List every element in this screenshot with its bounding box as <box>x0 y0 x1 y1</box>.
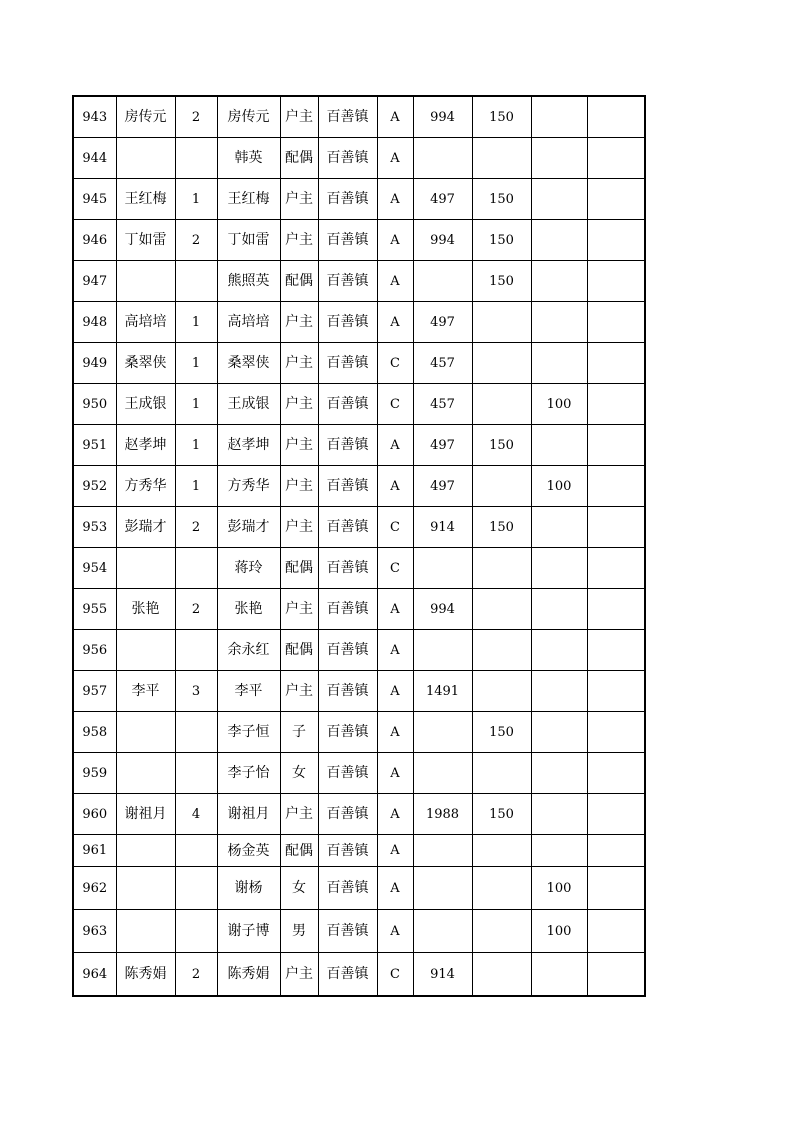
cell-member-name: 高培培 <box>217 302 280 343</box>
household-table <box>72 95 646 997</box>
cell-amount: 457 <box>413 384 472 425</box>
cell-town: 百善镇 <box>318 867 377 910</box>
cell-member-name: 丁如雷 <box>217 220 280 261</box>
cell-relation: 配偶 <box>280 261 318 302</box>
cell-subsidy-a: 150 <box>472 261 531 302</box>
cell-household-size: 3 <box>175 671 217 712</box>
cell-household-head: 张艳 <box>116 589 175 630</box>
cell-amount: 497 <box>413 466 472 507</box>
cell-member-name: 方秀华 <box>217 466 280 507</box>
cell-household-size: 1 <box>175 384 217 425</box>
cell-relation: 配偶 <box>280 630 318 671</box>
cell-blank <box>587 671 645 712</box>
cell-subsidy-a <box>472 953 531 997</box>
cell-household-head: 谢祖月 <box>116 794 175 835</box>
table-row <box>73 835 645 867</box>
cell-subsidy-b <box>531 548 587 589</box>
cell-household-size <box>175 753 217 794</box>
cell-grade: A <box>377 425 413 466</box>
cell-grade: A <box>377 138 413 179</box>
cell-member-name: 彭瑞才 <box>217 507 280 548</box>
cell-subsidy-b <box>531 507 587 548</box>
cell-subsidy-a <box>472 630 531 671</box>
cell-household-size: 2 <box>175 953 217 997</box>
cell-serial-no: 964 <box>73 953 116 997</box>
cell-subsidy-b: 100 <box>531 910 587 953</box>
cell-member-name: 李平 <box>217 671 280 712</box>
table-row <box>73 179 645 220</box>
cell-serial-no: 949 <box>73 343 116 384</box>
cell-household-size <box>175 712 217 753</box>
cell-town: 百善镇 <box>318 507 377 548</box>
table-row <box>73 507 645 548</box>
cell-subsidy-a <box>472 343 531 384</box>
cell-town: 百善镇 <box>318 794 377 835</box>
cell-household-size: 1 <box>175 179 217 220</box>
cell-amount <box>413 835 472 867</box>
cell-household-head: 赵孝坤 <box>116 425 175 466</box>
cell-subsidy-a <box>472 548 531 589</box>
cell-member-name: 杨金英 <box>217 835 280 867</box>
cell-household-size <box>175 867 217 910</box>
cell-grade: C <box>377 548 413 589</box>
cell-household-head: 方秀华 <box>116 466 175 507</box>
cell-relation: 配偶 <box>280 835 318 867</box>
cell-household-head <box>116 753 175 794</box>
cell-grade: A <box>377 466 413 507</box>
cell-grade: A <box>377 753 413 794</box>
table-row <box>73 96 645 138</box>
cell-member-name: 熊照英 <box>217 261 280 302</box>
cell-household-size <box>175 910 217 953</box>
table-row <box>73 753 645 794</box>
cell-member-name: 韩英 <box>217 138 280 179</box>
cell-household-head <box>116 867 175 910</box>
cell-member-name: 谢子博 <box>217 910 280 953</box>
cell-relation: 户主 <box>280 220 318 261</box>
cell-town: 百善镇 <box>318 835 377 867</box>
cell-household-head: 房传元 <box>116 96 175 138</box>
cell-grade: C <box>377 507 413 548</box>
cell-relation: 户主 <box>280 794 318 835</box>
cell-town: 百善镇 <box>318 384 377 425</box>
cell-serial-no: 952 <box>73 466 116 507</box>
cell-town: 百善镇 <box>318 138 377 179</box>
cell-grade: A <box>377 96 413 138</box>
cell-subsidy-a: 150 <box>472 794 531 835</box>
cell-member-name: 桑翠侠 <box>217 343 280 384</box>
cell-amount <box>413 138 472 179</box>
cell-amount <box>413 867 472 910</box>
cell-subsidy-b <box>531 953 587 997</box>
table-row <box>73 548 645 589</box>
cell-blank <box>587 220 645 261</box>
cell-grade: A <box>377 302 413 343</box>
table-row <box>73 343 645 384</box>
cell-household-head: 高培培 <box>116 302 175 343</box>
cell-serial-no: 946 <box>73 220 116 261</box>
cell-town: 百善镇 <box>318 220 377 261</box>
cell-grade: A <box>377 712 413 753</box>
cell-blank <box>587 302 645 343</box>
cell-serial-no: 950 <box>73 384 116 425</box>
cell-household-size: 4 <box>175 794 217 835</box>
cell-relation: 户主 <box>280 96 318 138</box>
cell-serial-no: 948 <box>73 302 116 343</box>
cell-relation: 户主 <box>280 384 318 425</box>
cell-relation: 户主 <box>280 589 318 630</box>
cell-amount <box>413 548 472 589</box>
cell-serial-no: 943 <box>73 96 116 138</box>
cell-relation: 户主 <box>280 507 318 548</box>
cell-household-size: 2 <box>175 96 217 138</box>
table-body <box>73 96 645 996</box>
cell-subsidy-b: 100 <box>531 867 587 910</box>
cell-subsidy-b <box>531 753 587 794</box>
cell-subsidy-b <box>531 835 587 867</box>
cell-blank <box>587 425 645 466</box>
cell-grade: A <box>377 589 413 630</box>
cell-household-head: 桑翠侠 <box>116 343 175 384</box>
cell-household-head: 彭瑞才 <box>116 507 175 548</box>
cell-town: 百善镇 <box>318 953 377 997</box>
table-row <box>73 425 645 466</box>
cell-member-name: 余永红 <box>217 630 280 671</box>
cell-town: 百善镇 <box>318 630 377 671</box>
table-row <box>73 384 645 425</box>
cell-grade: C <box>377 343 413 384</box>
cell-blank <box>587 138 645 179</box>
table-row <box>73 910 645 953</box>
cell-blank <box>587 712 645 753</box>
cell-member-name: 赵孝坤 <box>217 425 280 466</box>
cell-household-head: 丁如雷 <box>116 220 175 261</box>
cell-subsidy-a <box>472 753 531 794</box>
cell-household-head <box>116 910 175 953</box>
cell-grade: C <box>377 384 413 425</box>
cell-grade: A <box>377 630 413 671</box>
cell-household-size: 2 <box>175 507 217 548</box>
cell-relation: 女 <box>280 753 318 794</box>
cell-household-size: 2 <box>175 589 217 630</box>
cell-household-size <box>175 548 217 589</box>
cell-subsidy-b <box>531 261 587 302</box>
cell-serial-no: 960 <box>73 794 116 835</box>
cell-member-name: 王红梅 <box>217 179 280 220</box>
table-row <box>73 712 645 753</box>
cell-amount: 994 <box>413 589 472 630</box>
cell-amount: 994 <box>413 96 472 138</box>
cell-serial-no: 957 <box>73 671 116 712</box>
cell-relation: 户主 <box>280 953 318 997</box>
cell-subsidy-a: 150 <box>472 425 531 466</box>
table-row <box>73 466 645 507</box>
cell-serial-no: 961 <box>73 835 116 867</box>
cell-subsidy-a <box>472 302 531 343</box>
table-row <box>73 138 645 179</box>
cell-amount: 497 <box>413 425 472 466</box>
cell-member-name: 谢杨 <box>217 867 280 910</box>
cell-serial-no: 958 <box>73 712 116 753</box>
cell-town: 百善镇 <box>318 671 377 712</box>
cell-serial-no: 944 <box>73 138 116 179</box>
cell-town: 百善镇 <box>318 910 377 953</box>
cell-serial-no: 953 <box>73 507 116 548</box>
cell-serial-no: 954 <box>73 548 116 589</box>
cell-amount: 914 <box>413 507 472 548</box>
cell-amount: 1491 <box>413 671 472 712</box>
cell-relation: 户主 <box>280 466 318 507</box>
cell-member-name: 陈秀娟 <box>217 953 280 997</box>
cell-town: 百善镇 <box>318 589 377 630</box>
cell-serial-no: 955 <box>73 589 116 630</box>
cell-subsidy-a: 150 <box>472 96 531 138</box>
cell-serial-no: 956 <box>73 630 116 671</box>
cell-serial-no: 945 <box>73 179 116 220</box>
cell-amount <box>413 630 472 671</box>
cell-serial-no: 963 <box>73 910 116 953</box>
cell-blank <box>587 96 645 138</box>
table-row <box>73 953 645 997</box>
cell-blank <box>587 384 645 425</box>
cell-household-size <box>175 138 217 179</box>
cell-blank <box>587 589 645 630</box>
cell-relation: 户主 <box>280 302 318 343</box>
cell-relation: 户主 <box>280 671 318 712</box>
cell-amount: 457 <box>413 343 472 384</box>
data-sheet <box>72 95 646 997</box>
cell-subsidy-a <box>472 910 531 953</box>
table-row <box>73 302 645 343</box>
cell-household-size: 1 <box>175 425 217 466</box>
cell-household-size <box>175 261 217 302</box>
cell-town: 百善镇 <box>318 712 377 753</box>
cell-subsidy-b <box>531 96 587 138</box>
cell-household-head <box>116 261 175 302</box>
cell-member-name: 王成银 <box>217 384 280 425</box>
cell-household-head <box>116 138 175 179</box>
cell-subsidy-b <box>531 220 587 261</box>
cell-subsidy-b <box>531 425 587 466</box>
cell-subsidy-b <box>531 179 587 220</box>
cell-subsidy-a <box>472 384 531 425</box>
cell-relation: 配偶 <box>280 548 318 589</box>
cell-household-size: 1 <box>175 302 217 343</box>
cell-blank <box>587 835 645 867</box>
table-row <box>73 261 645 302</box>
cell-blank <box>587 867 645 910</box>
cell-grade: A <box>377 220 413 261</box>
cell-amount: 497 <box>413 179 472 220</box>
cell-subsidy-b <box>531 712 587 753</box>
cell-grade: A <box>377 835 413 867</box>
cell-relation: 户主 <box>280 343 318 384</box>
cell-subsidy-b <box>531 302 587 343</box>
cell-subsidy-a <box>472 138 531 179</box>
cell-blank <box>587 261 645 302</box>
cell-amount <box>413 753 472 794</box>
cell-relation: 配偶 <box>280 138 318 179</box>
cell-subsidy-b <box>531 671 587 712</box>
cell-blank <box>587 910 645 953</box>
cell-subsidy-b <box>531 630 587 671</box>
cell-subsidy-a: 150 <box>472 179 531 220</box>
cell-amount <box>413 261 472 302</box>
cell-subsidy-a <box>472 671 531 712</box>
cell-relation: 男 <box>280 910 318 953</box>
cell-household-head <box>116 548 175 589</box>
cell-subsidy-a: 150 <box>472 220 531 261</box>
cell-grade: A <box>377 910 413 953</box>
cell-household-size: 2 <box>175 220 217 261</box>
cell-subsidy-b: 100 <box>531 384 587 425</box>
cell-relation: 户主 <box>280 179 318 220</box>
table-row <box>73 630 645 671</box>
cell-amount: 994 <box>413 220 472 261</box>
cell-blank <box>587 507 645 548</box>
cell-household-head: 李平 <box>116 671 175 712</box>
cell-subsidy-b: 100 <box>531 466 587 507</box>
cell-blank <box>587 179 645 220</box>
cell-serial-no: 962 <box>73 867 116 910</box>
table-row <box>73 794 645 835</box>
cell-household-size: 1 <box>175 343 217 384</box>
cell-member-name: 谢祖月 <box>217 794 280 835</box>
cell-member-name: 张艳 <box>217 589 280 630</box>
cell-town: 百善镇 <box>318 179 377 220</box>
cell-town: 百善镇 <box>318 753 377 794</box>
cell-household-head <box>116 712 175 753</box>
cell-subsidy-b <box>531 138 587 179</box>
cell-amount <box>413 712 472 753</box>
cell-grade: C <box>377 953 413 997</box>
cell-town: 百善镇 <box>318 302 377 343</box>
cell-household-head <box>116 630 175 671</box>
cell-serial-no: 959 <box>73 753 116 794</box>
cell-subsidy-a <box>472 835 531 867</box>
cell-subsidy-a: 150 <box>472 507 531 548</box>
cell-member-name: 李子恒 <box>217 712 280 753</box>
table-row <box>73 671 645 712</box>
cell-subsidy-b <box>531 794 587 835</box>
cell-amount: 914 <box>413 953 472 997</box>
cell-town: 百善镇 <box>318 425 377 466</box>
cell-town: 百善镇 <box>318 96 377 138</box>
cell-subsidy-b <box>531 343 587 384</box>
cell-town: 百善镇 <box>318 548 377 589</box>
cell-member-name: 房传元 <box>217 96 280 138</box>
cell-grade: A <box>377 179 413 220</box>
cell-household-head: 陈秀娟 <box>116 953 175 997</box>
cell-town: 百善镇 <box>318 261 377 302</box>
cell-member-name: 蒋玲 <box>217 548 280 589</box>
cell-household-head: 王成银 <box>116 384 175 425</box>
cell-household-size: 1 <box>175 466 217 507</box>
cell-grade: A <box>377 867 413 910</box>
cell-household-head <box>116 835 175 867</box>
cell-blank <box>587 753 645 794</box>
cell-blank <box>587 630 645 671</box>
table-row <box>73 867 645 910</box>
cell-amount: 1988 <box>413 794 472 835</box>
cell-subsidy-a <box>472 867 531 910</box>
cell-relation: 子 <box>280 712 318 753</box>
table-row <box>73 589 645 630</box>
cell-serial-no: 951 <box>73 425 116 466</box>
cell-amount: 497 <box>413 302 472 343</box>
cell-blank <box>587 794 645 835</box>
table-row <box>73 220 645 261</box>
cell-subsidy-a: 150 <box>472 712 531 753</box>
cell-grade: A <box>377 794 413 835</box>
cell-member-name: 李子怡 <box>217 753 280 794</box>
cell-blank <box>587 953 645 997</box>
cell-relation: 女 <box>280 867 318 910</box>
cell-household-head: 王红梅 <box>116 179 175 220</box>
cell-subsidy-b <box>531 589 587 630</box>
cell-blank <box>587 343 645 384</box>
cell-household-size <box>175 630 217 671</box>
cell-relation: 户主 <box>280 425 318 466</box>
cell-blank <box>587 548 645 589</box>
cell-amount <box>413 910 472 953</box>
cell-grade: A <box>377 671 413 712</box>
cell-subsidy-a <box>472 466 531 507</box>
cell-serial-no: 947 <box>73 261 116 302</box>
cell-household-size <box>175 835 217 867</box>
cell-town: 百善镇 <box>318 466 377 507</box>
cell-grade: A <box>377 261 413 302</box>
cell-town: 百善镇 <box>318 343 377 384</box>
cell-blank <box>587 466 645 507</box>
cell-subsidy-a <box>472 589 531 630</box>
